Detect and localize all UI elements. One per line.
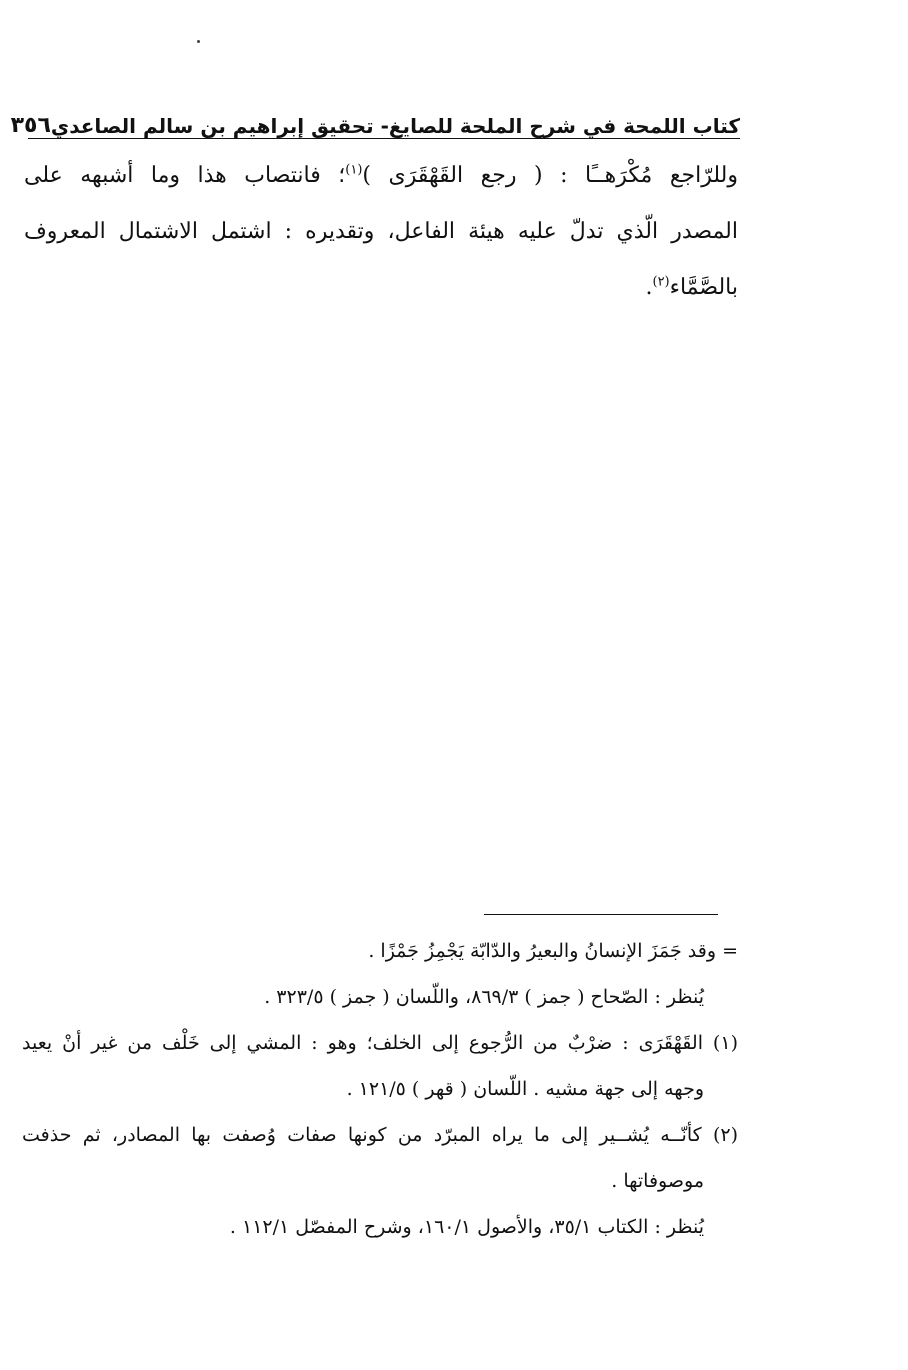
footnote-separator (484, 914, 718, 915)
body-line-3: بالصَّمَّاء$^{(٢)}$. (645, 274, 738, 300)
header-title: كتاب اللمحة في شرح الملحة للصايغ- تحقيق إبراهيم بن سالم الصاعدي (50, 114, 740, 138)
running-header (10, 104, 740, 138)
footnote-2-reference: يُنظر : الكتاب ٣٥/١، والأصول ١٦٠/١، وشرح المفصّل ١١٢/١ . (229, 1216, 704, 1238)
body-line-1: وللرّاجع مُكْرَهــًا : ( رجع القَهْقَرَى )$^{(١)}$؛ فانتصاب هذا وما أشبهه على (24, 162, 738, 188)
footnote-ref-2: (٢) (652, 274, 670, 290)
scan-speck (197, 40, 200, 43)
header-rule (28, 138, 740, 139)
footnote-reference-line: يُنظر : الصّحاح ( جمز ) ٨٦٩/٣، واللّسان ( جمز ) ٣٢٣/٥ . (264, 986, 704, 1008)
footnote-1-line-2: وجهه إلى جهة مشيه . اللّسان ( قهر ) ١٢١/٥ . (346, 1078, 704, 1100)
footnote-continuation: = وقد جَمَزَ الإنسانُ والبعيرُ والدّابّة يَجْمِزُ جَمْزًا . (368, 940, 738, 962)
footnote-ref-1: (١) (345, 162, 363, 178)
body-line-2: المصدر الّذي تدلّ عليه هيئة الفاعل، وتقديره : اشتمل الاشتمال المعروف (24, 219, 738, 244)
main-text (24, 148, 738, 316)
footnote-1-line-1: (١) القَهْقَرَى : ضرْبٌ من الرُّجوع إلى الخلف؛ وهو : المشي إلى خَلْف من غير أنْ يعيد (22, 1032, 738, 1054)
footnote-2-line-1: (٢) كأنّــه يُشــير إلى ما يراه المبرّد من كونها صفات وُصفت بها المصادر، ثم حذفت (22, 1124, 738, 1146)
page-number: ٣٥٦ (10, 113, 51, 138)
footnotes (22, 928, 738, 1250)
footnote-2-line-2: موصوفاتها . (611, 1170, 704, 1192)
